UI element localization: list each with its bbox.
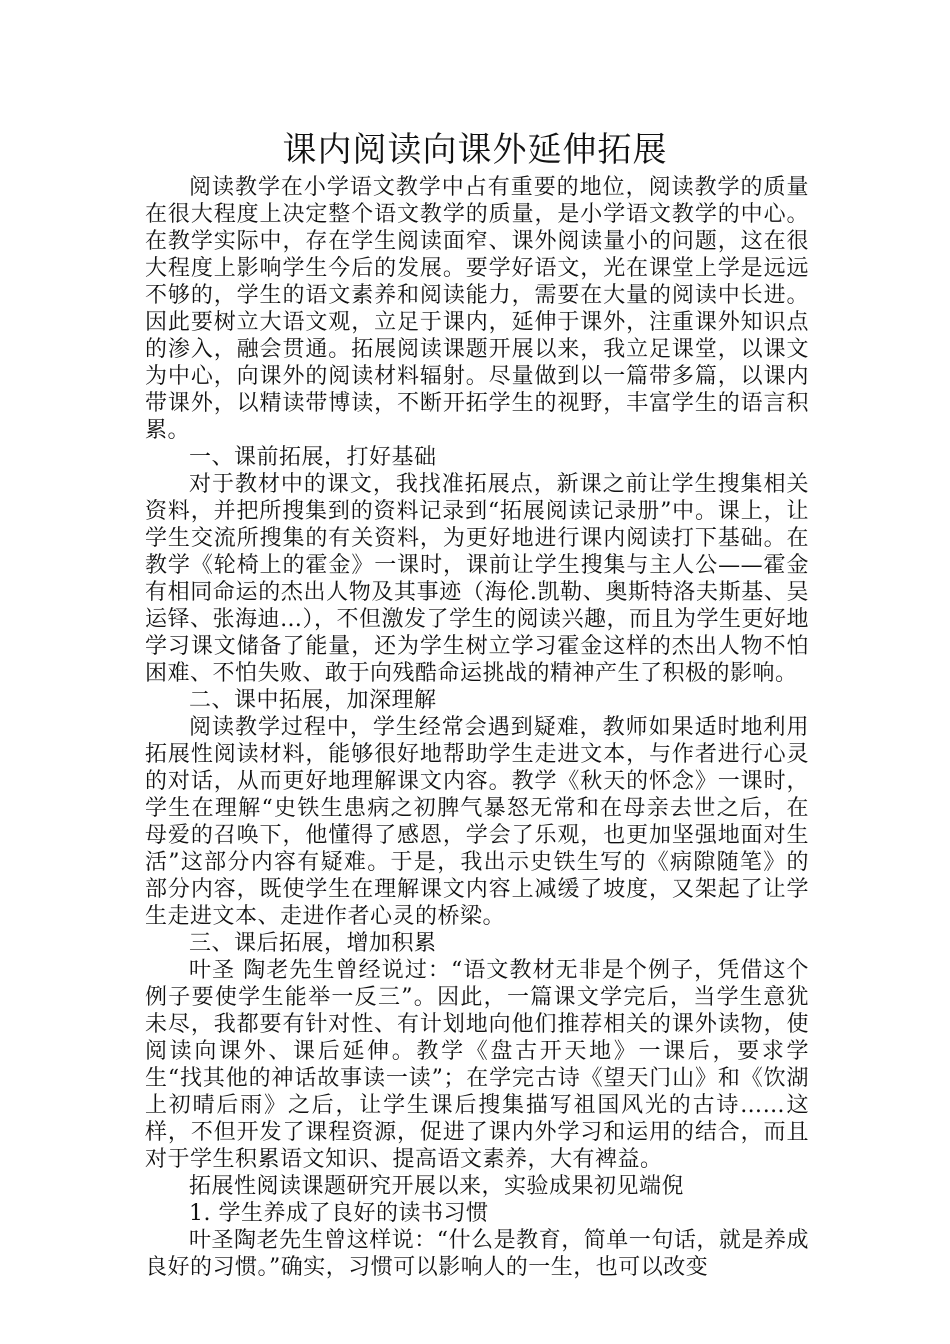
- result-item-1-paragraph: 叶圣陶老先生曾这样说：“什么是教育，简单一句话，就是养成良好的习惯。”确实，习惯可以影响人的一生，也可以改变: [145, 1228, 809, 1280]
- document-body: [145, 174, 809, 1281]
- section-1-paragraph: 对于教材中的课文，我找准拓展点，新课之前让学生搜集相关资料，并把所搜集到的资料记录到“拓展阅读记录册”中。课上，让学生交流所搜集的有关资料，为更好地进行课内阅读打下基础。在教学《轮椅上的霍金》一课时，课前让学生搜集与主人公——霍金有相同命运的杰出人物及其事迹（海伦.凯勒、奥斯特洛夫斯基、吴运铎、张海迪…），不但激发了学生的阅读兴趣，而且为学生更好地学习课文储备了能量，还为学生树立学习霍金这样的杰出人物不怕困难、不怕失败、敢于向残酷命运挑战的精神产生了积极的影响。: [145, 472, 810, 686]
- result-item-1-heading: 1. 学生养成了良好的读书习惯: [189, 1201, 489, 1226]
- section-heading-3: 三、课后拓展，增加积累: [189, 931, 437, 956]
- results-heading: 拓展性阅读课题研究开展以来，实验成果初见端倪: [189, 1174, 685, 1199]
- section-2-paragraph: 阅读教学过程中，学生经常会遇到疑难，教师如果适时地利用拓展性阅读材料，能够很好地帮助学生走进文本，与作者进行心灵的对话，从而更好地理解课文内容。教学《秋天的怀念》一课时，学生在理解“史铁生患病之初脾气暴怒无常和在母亲去世之后，在母爱的召唤下，他懂得了感恩，学会了乐观，也更加坚强地面对生活”这部分内容有疑难。于是，我出示史铁生写的《病隙随笔》的部分内容，既使学生在理解课文内容上减缓了坡度，又架起了让学生走进文本、走进作者心灵的桥梁。: [145, 715, 809, 929]
- intro-paragraph: 阅读教学在小学语文教学中占有重要的地位，阅读教学的质量在很大程度上决定整个语文教学的质量，是小学语文教学的中心。在教学实际中，存在学生阅读面窄、课外阅读量小的问题，这在很大程度上影响学生今后的发展。要学好语文，光在课堂上学是远远不够的，学生的语文素养和阅读能力，需要在大量的阅读中长进。因此要树立大语文观，立足于课内，延伸于课外，注重课外知识点的渗入，融会贯通。拓展阅读课题开展以来，我立足课堂，以课文为中心，向课外的阅读材料辐射。尽量做到以一篇带多篇，以课内带课外，以精读带博读，不断开拓学生的视野，丰富学生的语言积累。: [145, 175, 809, 443]
- section-3-paragraph: 叶圣 陶老先生曾经说过：“语文教材无非是个例子，凭借这个例子要使学生能举一反三”。因此，一篇课文学完后，当学生意犹未尽，我都要有针对性、有计划地向他们推荐相关的课外读物，使阅读向课外、课后延伸。教学《盘古开天地》一课后，要求学生“找其他的神话故事读一读”；在学完古诗《望天门山》和《饮湖上初晴后雨》之后，让学生课后搜集描写祖国风光的古诗……这样，不但开发了课程资源，促进了课内外学习和运用的结合，而且对于学生积累语文知识、提高语文素养，大有裨益。: [145, 958, 809, 1172]
- section-heading-1: 一、课前拓展，打好基础: [189, 445, 437, 470]
- document-title: 课内阅读向课外延伸拓展: [282, 130, 668, 170]
- section-heading-2: 二、课中拓展，加深理解: [189, 688, 437, 713]
